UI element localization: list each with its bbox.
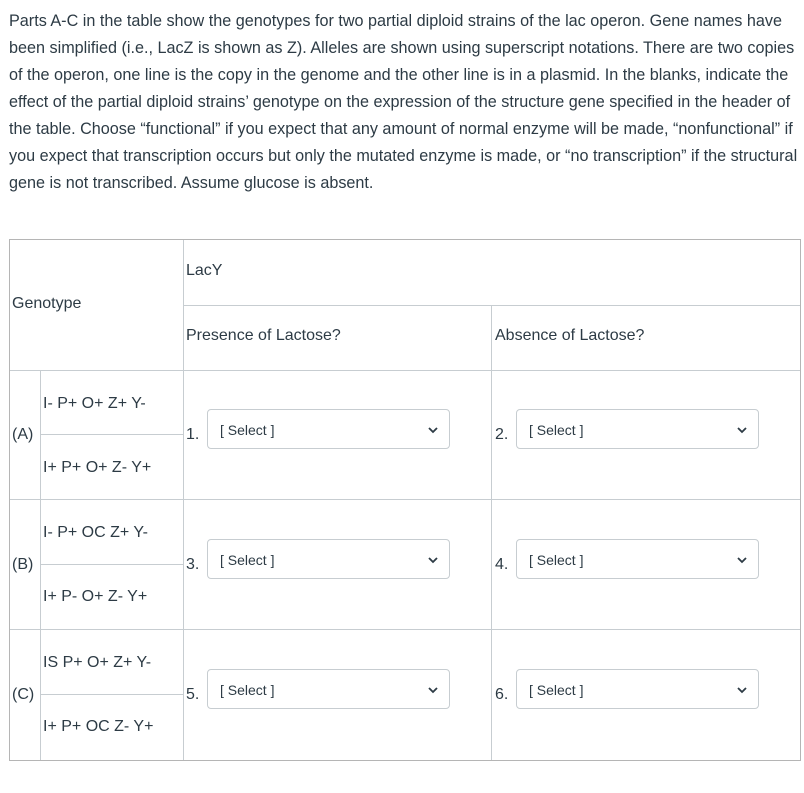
genotype-plasmid: I+ P+ O+ Z- Y+ xyxy=(43,459,152,476)
blank-number: 4. xyxy=(495,556,509,573)
divider xyxy=(10,370,800,371)
divider xyxy=(40,434,183,435)
select-value: [ Select ] xyxy=(529,422,584,438)
chevron-down-icon xyxy=(427,684,439,696)
blank-number: 3. xyxy=(186,556,200,573)
divider xyxy=(183,305,800,306)
select-value: [ Select ] xyxy=(220,682,275,698)
blank-number: 1. xyxy=(186,426,200,443)
answer-select-2[interactable] xyxy=(516,409,759,449)
row-label: (A) xyxy=(12,426,34,443)
genotype-table xyxy=(9,239,801,761)
select-value: [ Select ] xyxy=(529,552,584,568)
chevron-down-icon xyxy=(736,554,748,566)
genotype-plasmid: I+ P+ OC Z- Y+ xyxy=(43,718,154,735)
divider xyxy=(10,499,800,500)
divider xyxy=(10,629,800,630)
chevron-down-icon xyxy=(427,554,439,566)
select-value: [ Select ] xyxy=(220,552,275,568)
genotype-header: Genotype xyxy=(12,295,82,312)
gene-header: LacY xyxy=(186,262,223,279)
row-label: (B) xyxy=(12,556,34,573)
blank-number: 2. xyxy=(495,426,509,443)
presence-header: Presence of Lactose? xyxy=(186,327,341,344)
select-value: [ Select ] xyxy=(529,682,584,698)
genotype-genome: IS P+ O+ Z+ Y- xyxy=(43,654,152,671)
divider xyxy=(40,694,183,695)
genotype-genome: I- P+ OC Z+ Y- xyxy=(43,524,148,541)
blank-number: 6. xyxy=(495,686,509,703)
answer-select-3[interactable] xyxy=(207,539,450,579)
divider xyxy=(40,564,183,565)
chevron-down-icon xyxy=(736,424,748,436)
genotype-genome: I- P+ O+ Z+ Y- xyxy=(43,395,146,412)
blank-number: 5. xyxy=(186,686,200,703)
chevron-down-icon xyxy=(427,424,439,436)
question-text: Parts A-C in the table show the genotypes for two partial diploid strains of the lac operon. Gene names have been simplified (i.e., LacZ is shown as Z). Alleles are shown using superscript notations. There are two copies of the operon, one line is the copy in the genome and the other line is in a plasmid. In the blanks, indicate the effect of the partial diploid strains’ genotype on the expression of the structure gene specified in the header of the table. Choose “functional” if you expect that any amount of normal enzyme will be made, “nonfunctional” if you expect that transcription occurs but only the mutated enzyme is made, or “no transcription” if the structural gene is not transcribed. Assume glucose is absent. xyxy=(9,12,798,192)
divider xyxy=(491,305,492,760)
divider xyxy=(183,240,184,760)
chevron-down-icon xyxy=(736,684,748,696)
answer-select-5[interactable] xyxy=(207,669,450,709)
divider xyxy=(40,370,41,760)
row-label: (C) xyxy=(12,686,35,703)
select-value: [ Select ] xyxy=(220,422,275,438)
answer-select-1[interactable] xyxy=(207,409,450,449)
answer-select-4[interactable] xyxy=(516,539,759,579)
genotype-plasmid: I+ P- O+ Z- Y+ xyxy=(43,588,148,605)
answer-select-6[interactable] xyxy=(516,669,759,709)
absence-header: Absence of Lactose? xyxy=(495,327,645,344)
